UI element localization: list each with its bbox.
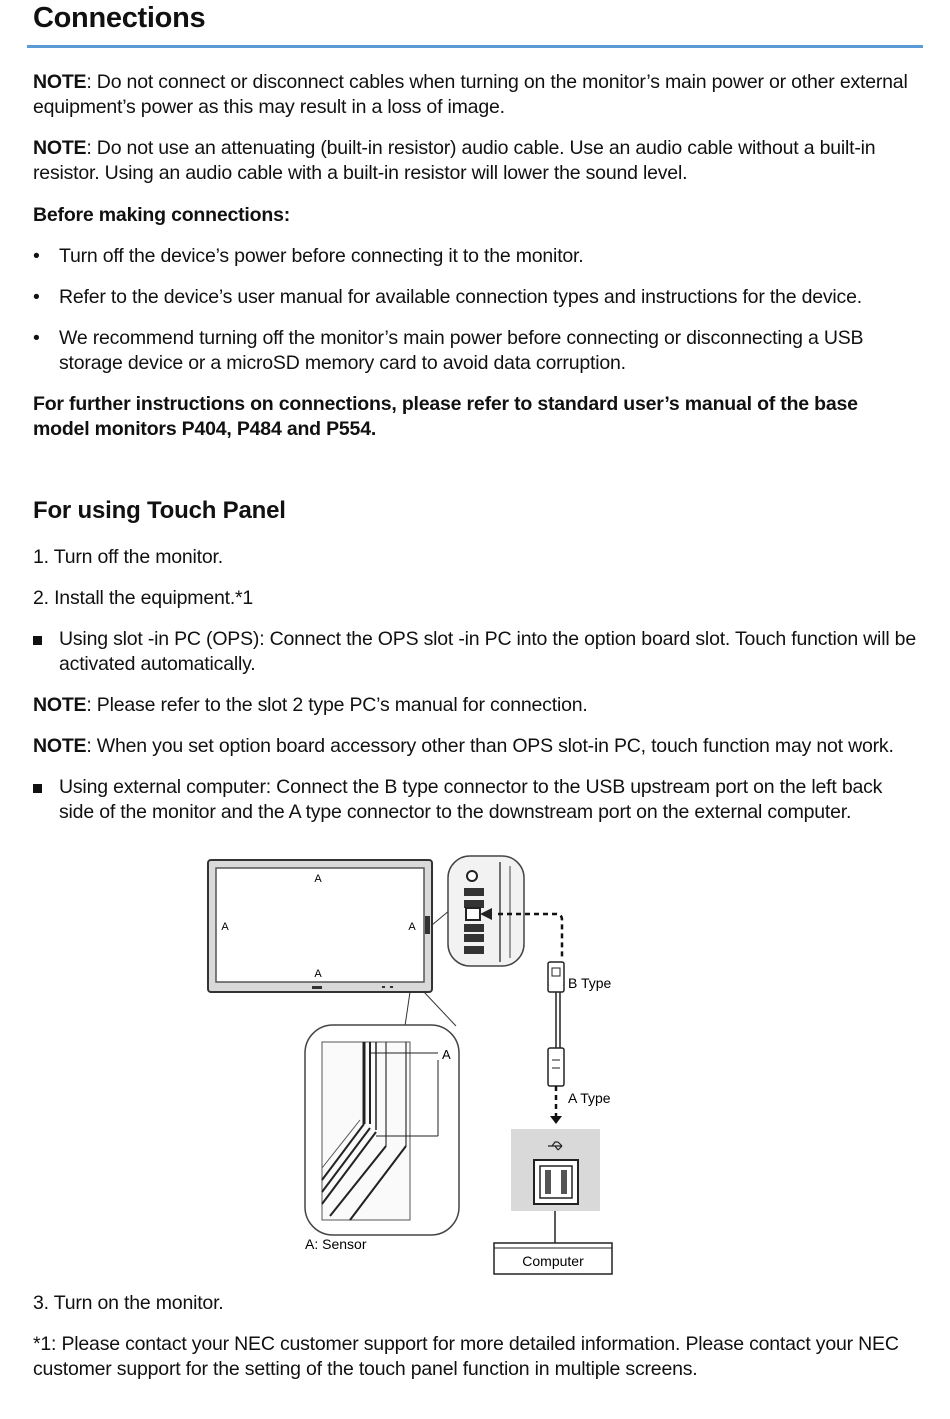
sensor-detail-illustration (305, 992, 459, 1252)
note-label: NOTE (33, 694, 87, 716)
list-item-text: We recommend turning off the monitor’s main power before connecting or disconnecting a USB storage device or a microSD memory card to avoid data corruption. (59, 327, 864, 374)
b-type-label: B Type (568, 975, 612, 991)
list-item-text: Using external computer: Connect the B type connector to the USB upstream port on the left back side of the monitor and the A type connector to the downstream port on the external computer. (59, 776, 883, 823)
sensor-caption: A: Sensor (305, 1236, 367, 1252)
note-audio-cable (33, 136, 913, 186)
square-bullet-icon (33, 775, 53, 800)
step-1: 1. Turn off the monitor. (33, 546, 223, 568)
square-bullet-icon (33, 627, 53, 652)
note-text: : Do not connect or disconnect cables when turning on the monitor’s main power or other external equipment’s power as this may result in a loss of image. (33, 71, 908, 118)
note-label: NOTE (33, 71, 87, 93)
sensor-letter-right: A (408, 921, 416, 933)
note-label: NOTE (33, 137, 87, 159)
note-slot-pc (33, 693, 913, 718)
touch-panel-heading: For using Touch Panel (33, 497, 286, 524)
title-underline (27, 45, 923, 48)
step-2: 2. Install the equipment.*1 (33, 587, 254, 609)
note-connect-power (33, 70, 913, 120)
note-text: : Please refer to the slot 2 type PC’s manual for connection. (86, 694, 588, 716)
note-text: : Do not use an attenuating (built-in resistor) audio cable. Use an audio cable without a built-in resistor. Using an audio cable with a built-in resistor will lower the sound level. (33, 137, 876, 184)
bullet-mark: • (33, 286, 40, 308)
sensor-letter-bottom: A (314, 968, 322, 980)
note-text: : When you set option board accessory other than OPS slot-in PC, touch function may not work. (86, 735, 894, 757)
note-label: NOTE (33, 735, 87, 757)
bullet-mark: • (33, 245, 40, 267)
list-item-text: Turn off the device’s power before connecting it to the monitor. (59, 245, 584, 267)
step-3: 3. Turn on the monitor. (33, 1292, 224, 1314)
further-instructions: For further instructions on connections, please refer to standard user’s manual of the base model monitors P404, P484 and P554. (33, 393, 858, 440)
a-type-label: A Type (568, 1090, 611, 1106)
before-connections-heading: Before making connections: (33, 204, 291, 226)
port-panel-illustration (432, 856, 524, 966)
usb-port-illustration (511, 1129, 600, 1243)
computer-box (494, 1243, 612, 1274)
b-type-connector (548, 962, 612, 1048)
computer-label: Computer (522, 1253, 584, 1269)
usb-touch-connection-diagram (200, 850, 630, 1280)
list-item-text: Refer to the device’s user manual for available connection types and instructions for the device. (59, 286, 862, 308)
sensor-letter-detail: A (442, 1047, 451, 1062)
page-title: Connections (33, 2, 206, 34)
list-item-text: Using slot -in PC (OPS): Connect the OPS slot -in PC into the option board slot. Touch function will be activated automatically. (59, 628, 916, 675)
a-type-connector (548, 1048, 611, 1124)
note-option-board (33, 734, 933, 759)
footnote: *1: Please contact your NEC customer support for more detailed information. Please contact your NEC customer support for the setting of the touch panel function in multiple screens. (33, 1333, 899, 1380)
bullet-mark: • (33, 327, 40, 349)
monitor-illustration (208, 860, 432, 992)
sensor-letter-top: A (314, 873, 322, 885)
sensor-letter-left: A (221, 921, 229, 933)
